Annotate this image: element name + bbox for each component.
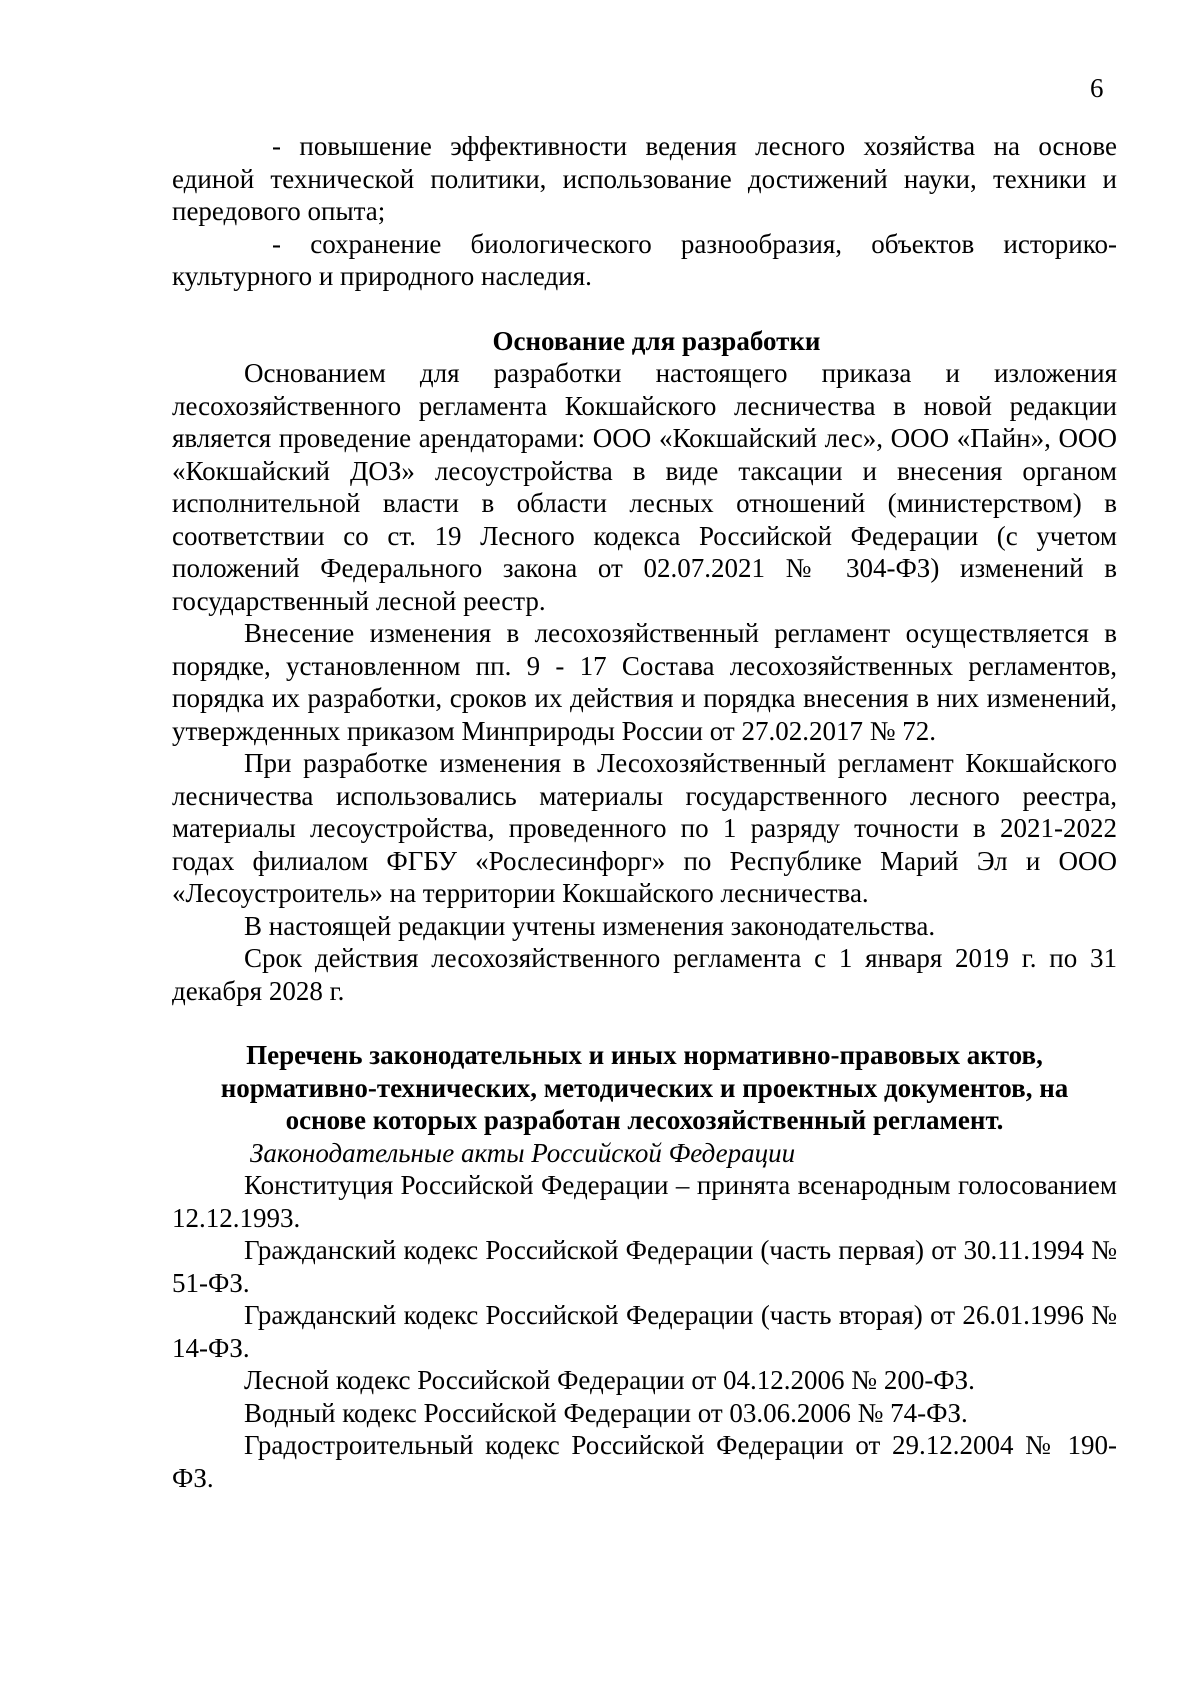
heading-line: нормативно-технических, методических и проектных документов, на (220, 1072, 1069, 1103)
section-paragraph: При разработке изменения в Лесохозяйственный регламент Кокшайского лесничества использовались материалы государственного лесного реестра, материалы лесоустройства, проведенного по 1 разряду точности в 2021-2022 годах филиалом ФГБУ «Рослесинфорг» по Республике Марий Эл и ООО «Лесоустроитель» на территории Кокшайского лесничества. (172, 748, 1117, 908)
section-paragraph: В настоящей редакции учтены изменения законодательства. (244, 910, 936, 941)
intro-item: - сохранение биологического разнообразия, объектов историко-культурного и природного наследия. (172, 228, 1117, 291)
legal-act-item: Гражданский кодекс Российской Федерации (часть первая) от 30.11.1994 № 51-ФЗ. (172, 1235, 1117, 1298)
legal-act-item: Лесной кодекс Российской Федерации от 04.12.2006 № 200-ФЗ. (244, 1365, 975, 1395)
section-paragraph: Срок действия лесохозяйственного регламента с 1 января 2019 г. по 31 декабря 2028 г. (172, 943, 1117, 1006)
subheading-federal-acts: Законодательные акты Российской Федерации (250, 1137, 796, 1168)
legal-act-item: Конституция Российской Федерации – принята всенародным голосованием 12.12.1993. (172, 1170, 1117, 1233)
section-heading-basis: Основание для разработки (492, 325, 821, 356)
legal-act-item: Гражданский кодекс Российской Федерации (часть вторая) от 26.01.1996 № 14-ФЗ. (172, 1300, 1117, 1363)
heading-line: Перечень законодательных и иных нормативно-правовых актов, (246, 1040, 1043, 1070)
intro-item: - повышение эффективности ведения лесного хозяйства на основе единой технической политики, использование достижений науки, техники и передового опыта; (172, 131, 1117, 226)
heading-line: основе которых разработан лесохозяйственный регламент. (285, 1105, 1004, 1135)
page-number: 6 (1090, 73, 1104, 103)
legal-act-item: Градостроительный кодекс Российской Федерации от 29.12.2004 № 190-ФЗ. (172, 1430, 1117, 1493)
section-paragraph: Основанием для разработки настоящего приказа и изложения лесохозяйственного регламента Кокшайского лесничества в новой редакции является проведение арендаторами: ООО «Кокшайский лес», ООО «Пайн», ООО «Кокшайский ДОЗ» лесоустройства в виде таксации и внесения органом исполнительной власти в области лесных отношений (министерством) в соответствии со ст. 19 Лесного кодекса Российской Федерации (с учетом положений Федерального закона от 02.07.2021 № 304-ФЗ) изменений в государственный лесной реестр. (172, 358, 1117, 616)
legal-act-item: Водный кодекс Российской Федерации от 03.06.2006 № 74-ФЗ. (244, 1397, 968, 1428)
section-heading-legal-acts (172, 1039, 1117, 1137)
page-content (172, 130, 1117, 1494)
section-paragraph: Внесение изменения в лесохозяйственный регламент осуществляется в порядке, установленном пп. 9 - 17 Состава лесохозяйственных регламентов, порядка их разработки, сроков их действия и порядка внесения в них изменений, утвержденных приказом Минприроды России от 27.02.2017 № 72. (172, 618, 1117, 746)
